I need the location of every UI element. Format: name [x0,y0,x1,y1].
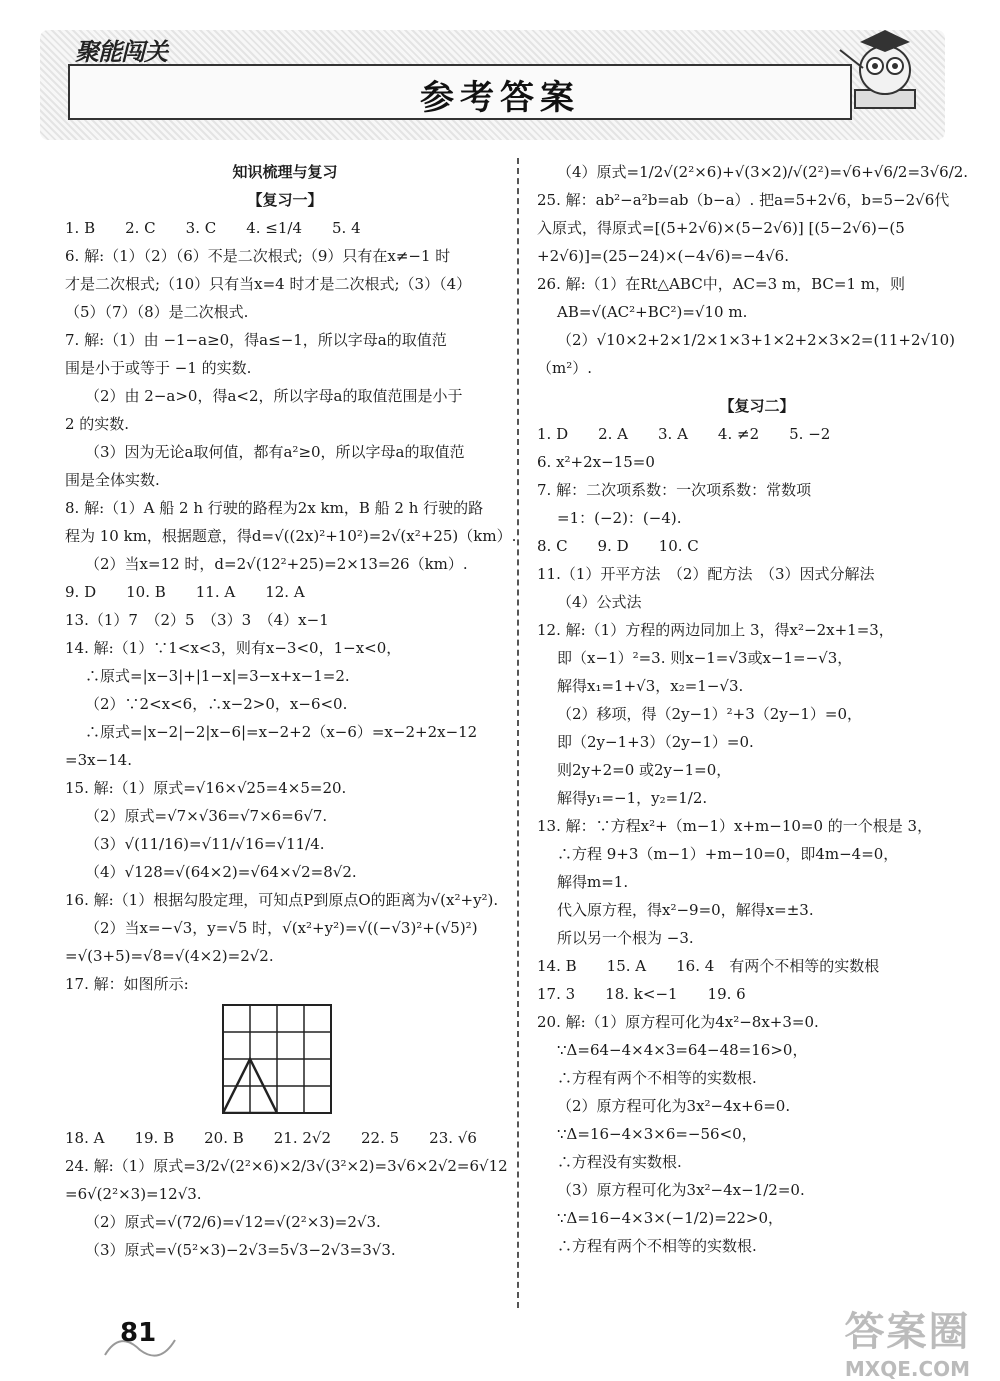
answer-line: 13.（1）7 （2）5 （3）3 （4）x−1 [65,611,329,629]
answer-line: 8. C 9. D 10. C [537,537,699,555]
answer-line: 1. D 2. A 3. A 4. ≠2 5. −2 [537,425,831,443]
answer-line: =3x−14. [65,751,132,769]
answer-line: （3）√(11/16)=√11/√16=√11/4. [85,835,325,853]
answer-line: ∴方程有两个不相等的实数根. [557,1069,757,1087]
answer-line: 【复习一】 [247,191,323,209]
answer-line: 6. x²+2x−15=0 [537,453,655,471]
answer-line: 14. 解:（1）∵1<x<3，则有x−3<0，1−x<0， [65,639,402,657]
right-column [537,158,977,1260]
answer-line: 20. 解:（1）原方程可化为4x²−8x+3=0. [537,1013,819,1031]
answer-line: 26. 解:（1）在Rt△ABC中，AC=3 m，BC=1 m，则 [537,275,905,293]
answer-line: （3）原式=√(5²×3)−2√3=5√3−2√3=3√3. [85,1241,396,1259]
answer-line: 知识梳理与复习 [232,163,338,181]
answer-line: （2）由 2−a>0，得a<2，所以字母a的取值范围是小于 [85,387,463,405]
answer-line: 【复习二】 [719,397,795,415]
answer-line: （3）因为无论a取何值，都有a²≥0，所以字母a的取值范 [85,443,465,461]
answer-line: =1：(−2)：(−4). [557,509,682,527]
answer-line: 18. A 19. B 20. B 21. 2√2 22. 5 23. √6 [65,1129,477,1147]
answer-line: ∵Δ=64−4×4×3=64−48=16>0， [557,1041,808,1059]
answer-line: ∴方程 9+3（m−1）+m−10=0，即4m−4=0， [557,845,899,863]
brand-logo-text: 聚能闯关 [75,38,167,66]
answer-line: 解得x₁=1+√3，x₂=1−√3. [557,677,744,695]
answer-line: （2）∵2<x<6，∴x−2>0，x−6<0. [85,695,348,713]
answer-line: ∴原式=|x−2|−2|x−6|=x−2+2（x−6）=x−2+2x−12 [85,723,478,741]
answer-line: 12. 解:（1）方程的两边同加上 3，得x²−2x+1=3， [537,621,894,639]
answer-line: （3）原方程可化为3x²−4x−1/2=0. [557,1181,805,1199]
answer-line: （2）原式=√7×√36=√7×6=6√7. [85,807,328,825]
watermark-url: MXQE.COM [844,1357,971,1381]
answer-line: 围是小于或等于 −1 的实数. [65,359,252,377]
answer-line: （4）原式=1/2√(2²×6)+√(3×2)/√(2²)=√6+√6/2=3√6/2. [557,163,969,181]
answer-line: 11.（1）开平方法 （2）配方法 （3）因式分解法 [537,565,875,583]
answer-line: 15. 解:（1）原式=√16×√25=4×5=20. [65,779,347,797]
answer-line: =6√(2²×3)=12√3. [65,1185,202,1203]
answer-line: 2 的实数. [65,415,130,433]
answer-line: （2）当x=−√3，y=√5 时，√(x²+y²)=√((−√3)²+(√5)²) [85,919,478,937]
answer-line: ∵Δ=16−4×3×6=−56<0， [557,1125,757,1143]
answer-line: 才是二次根式;（10）只有当x=4 时才是二次根式;（3）（4） [65,275,472,293]
answer-line: 所以另一个根为 −3. [557,929,694,947]
answer-line: （2）移项，得（2y−1）²+3（2y−1）=0， [557,705,863,723]
column-divider [517,158,519,1308]
answer-line: 入原式，得原式=[(5+2√6)×(5−2√6)] [(5−2√6)−(5 [537,219,905,237]
answer-line: 程为 10 km，根据题意，得d=√((2x)²+10²)=2√(x²+25)（km）. [65,527,517,545]
answer-line: 8. 解:（1）A 船 2 h 行驶的路程为2x km，B 船 2 h 行驶的路 [65,499,484,517]
answer-line: ∵Δ=16−4×3×(−1/2)=22>0， [557,1209,784,1227]
answer-line: 6. 解:（1）（2）（6）不是二次根式;（9）只有在x≠−1 时 [65,247,451,265]
answer-line: ∴方程有两个不相等的实数根. [557,1237,757,1255]
answer-line: （2）原方程可化为3x²−4x+6=0. [557,1097,791,1115]
watermark-logo: 答案圈 [844,1309,971,1355]
answer-line: 17. 解：如图所示: [65,975,189,993]
answer-line: （4）√128=√(64×2)=√64×√2=8√2. [85,863,357,881]
answer-line: 解得m=1. [557,873,629,891]
answer-line: 13. 解：∵方程x²+（m−1）x+m−10=0 的一个根是 3， [537,817,933,835]
answer-line: +2√6)]=(25−24)×(−4√6)=−4√6. [537,247,789,265]
answer-line: 即（2y−1+3）（2y−1）=0. [557,733,754,751]
owl-mascot-icon [835,20,930,120]
answer-line: ∴方程没有实数根. [557,1153,682,1171]
answer-line [537,382,977,392]
answer-line: （m²）. [537,359,593,377]
answer-line: AB=√(AC²+BC²)=√10 m. [557,303,748,321]
answer-line: 即（x−1）²=3. 则x−1=√3或x−1=−√3， [557,649,853,667]
answer-line: 7. 解:（1）由 −1−a≥0，得a≤−1，所以字母a的取值范 [65,331,447,349]
left-column [65,158,517,1264]
answer-line: 16. 解:（1）根据勾股定理，可知点P到原点O的距离为√(x²+y²). [65,891,499,909]
watermark [820,1300,995,1381]
answer-line: =√(3+5)=√8=√(4×2)=2√2. [65,947,274,965]
answer-line: （2）原式=√(72/6)=√12=√(2²×3)=2√3. [85,1213,381,1231]
answer-grid-figure [222,1004,332,1114]
answer-line: （2）当x=12 时，d=2√(12²+25)=2×13=26（km）. [85,555,468,573]
answer-line: 25. 解：ab²−a²b=ab（b−a）. 把a=5+2√6，b=5−2√6代 [537,191,950,209]
answer-line: 则2y+2=0 或2y−1=0， [557,761,732,779]
answer-line: 24. 解:（1）原式=3/2√(2²×6)×2/3√(3²×2)=3√6×2√2=6√12 [65,1157,508,1175]
page-header [0,0,1000,150]
answer-line: 代入原方程，得x²−9=0，解得x=±3. [557,901,814,919]
answer-line: 7. 解：二次项系数：一次项系数：常数项 [537,481,812,499]
answer-line: 围是全体实数. [65,471,160,489]
answer-line: 1. B 2. C 3. C 4. ≤1/4 5. 4 [65,219,361,237]
answer-line: 14. B 15. A 16. 4 有两个不相等的实数根 [537,957,880,975]
answer-line: ∴原式=|x−3|+|1−x|=3−x+x−1=2. [85,667,350,685]
answer-line: （4）公式法 [557,593,642,611]
page-title: 参考答案 [420,78,580,118]
answer-line: 9. D 10. B 11. A 12. A [65,583,305,601]
answer-line: （5）（7）（8）是二次根式. [65,303,249,321]
answer-line: 17. 3 18. k<−1 19. 6 [537,985,746,1003]
page-number: 81 [120,1318,157,1348]
answer-line: 解得y₁=−1，y₂=1/2. [557,789,708,807]
answer-line: （2）√10×2+2×1/2×1×3+1×2+2×3×2=(11+2√10) [557,331,956,349]
